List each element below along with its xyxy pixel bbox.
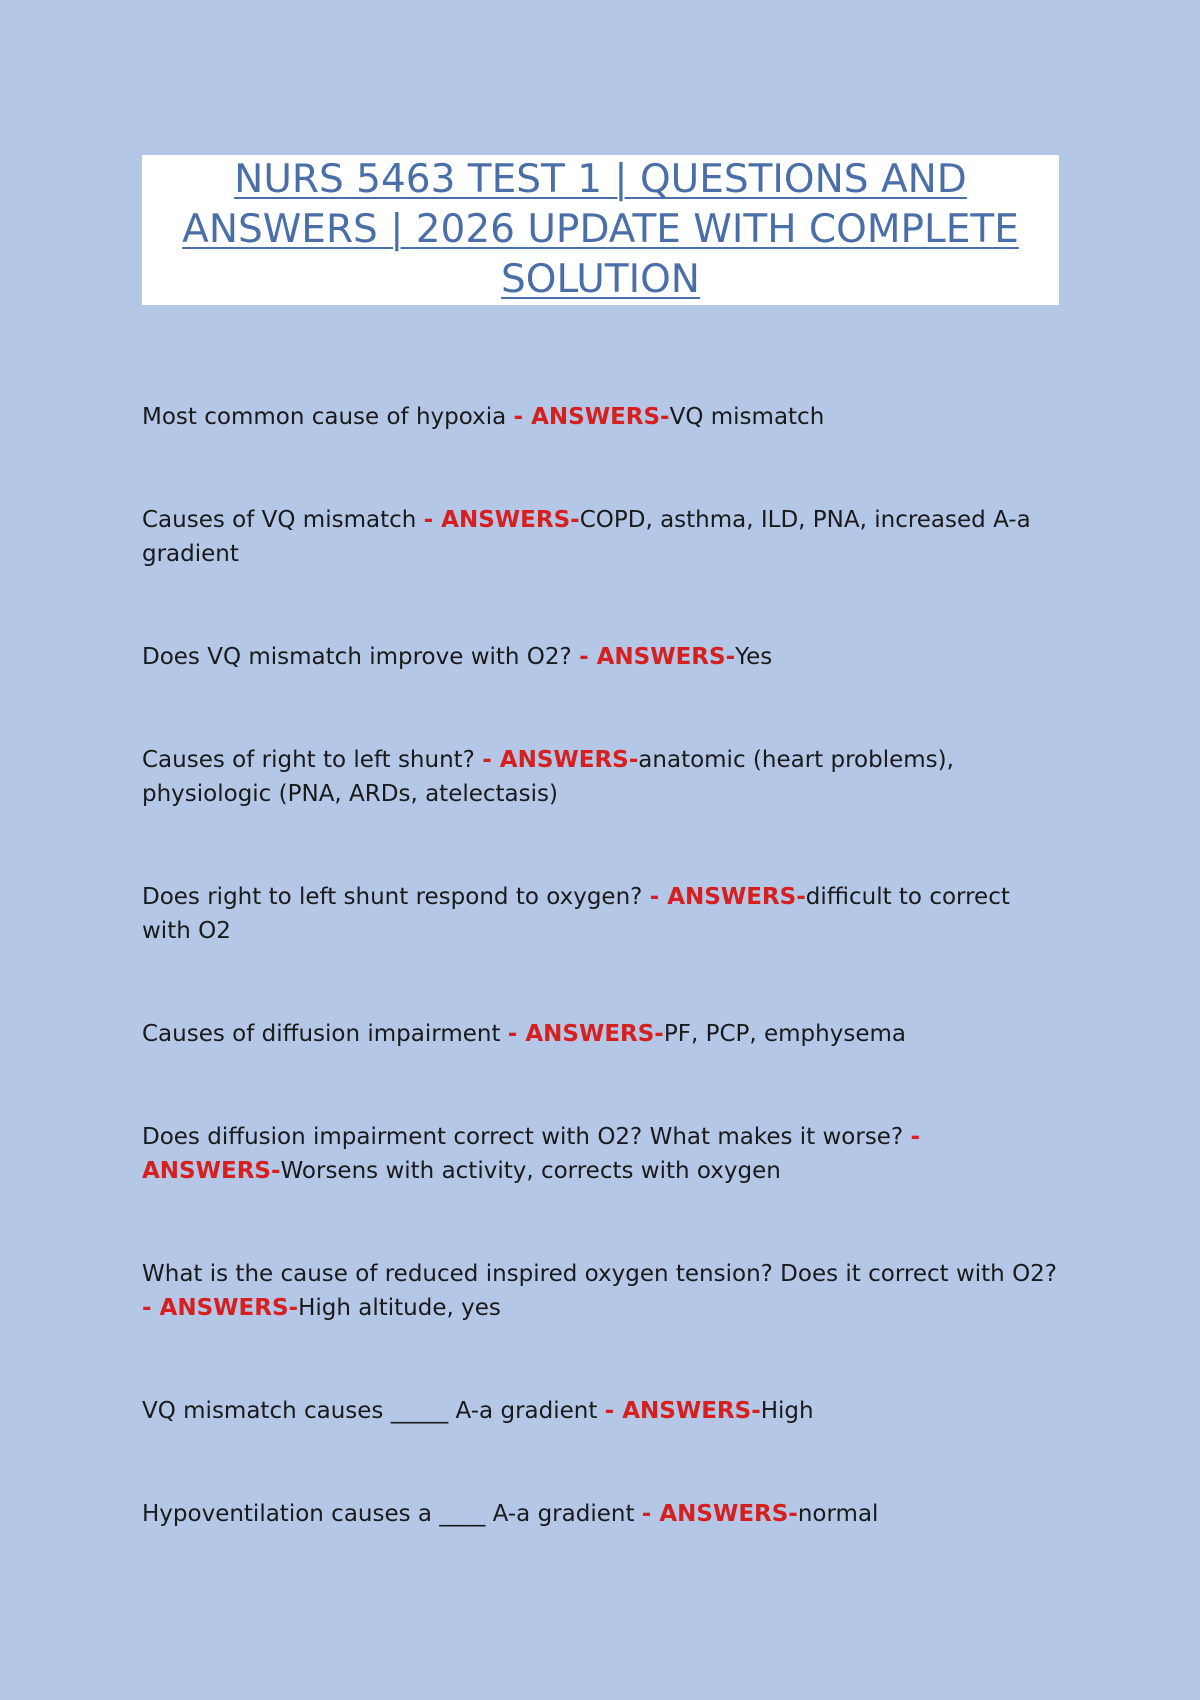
answer-text: High — [760, 1398, 814, 1424]
question-text: Does VQ mismatch improve with O2? — [142, 644, 572, 670]
qa-item — [142, 1394, 1062, 1428]
question-text: What is the cause of reduced inspired oxygen tension? Does it correct with O2? — [142, 1261, 1058, 1287]
qa-item — [142, 880, 1062, 948]
answer-text: Worsens with activity, corrects with oxygen — [280, 1158, 781, 1184]
answer-marker: - ANSWERS- — [641, 1501, 798, 1527]
qa-item — [142, 400, 1062, 434]
qa-item — [142, 640, 1062, 674]
answer-marker: - ANSWERS- — [507, 1021, 664, 1047]
answer-text: normal — [797, 1501, 879, 1527]
answer-text: difficult to correct with O2 — [142, 884, 1010, 944]
answer-text: High altitude, yes — [298, 1295, 501, 1321]
qa-item — [142, 1017, 1062, 1051]
qa-item — [142, 1497, 1062, 1531]
answer-marker: - ANSWERS- — [604, 1398, 761, 1424]
question-text: Causes of VQ mismatch — [142, 507, 417, 533]
answer-marker: - ANSWERS- — [482, 747, 639, 773]
title-box — [142, 155, 1059, 305]
answer-marker: - ANSWERS- — [579, 644, 736, 670]
answer-text: Yes — [735, 644, 773, 670]
question-text: VQ mismatch causes _____ A-a gradient — [142, 1398, 598, 1424]
question-text: Does diffusion impairment correct with O2? What makes it worse? — [142, 1124, 904, 1150]
qa-item — [142, 1257, 1062, 1325]
qa-list — [142, 400, 1062, 1531]
question-text: Hypoventilation causes a ____ A-a gradient — [142, 1501, 635, 1527]
question-text: Causes of right to left shunt? — [142, 747, 475, 773]
document-title: NURS 5463 TEST 1 | QUESTIONS AND ANSWERS | 2026 UPDATE WITH COMPLETE SOLUTION — [182, 157, 1019, 302]
qa-item — [142, 743, 1062, 811]
answer-text: anatomic (heart problems), physiologic (PNA, ARDs, atelectasis) — [142, 747, 954, 807]
question-text: Most common cause of hypoxia — [142, 404, 507, 430]
answer-marker: - ANSWERS- — [513, 404, 670, 430]
answer-text: COPD, asthma, ILD, PNA, increased A-a gradient — [142, 507, 1031, 567]
qa-item — [142, 503, 1062, 571]
qa-item — [142, 1120, 1062, 1188]
answer-marker: - ANSWERS- — [142, 1295, 299, 1321]
question-text: Does right to left shunt respond to oxygen? — [142, 884, 643, 910]
answer-marker: - ANSWERS- — [423, 507, 580, 533]
answer-marker: - ANSWERS- — [142, 1124, 921, 1184]
question-text: Causes of diffusion impairment — [142, 1021, 501, 1047]
answer-text: PF, PCP, emphysema — [663, 1021, 906, 1047]
answer-text: VQ mismatch — [669, 404, 825, 430]
answer-marker: - ANSWERS- — [649, 884, 806, 910]
